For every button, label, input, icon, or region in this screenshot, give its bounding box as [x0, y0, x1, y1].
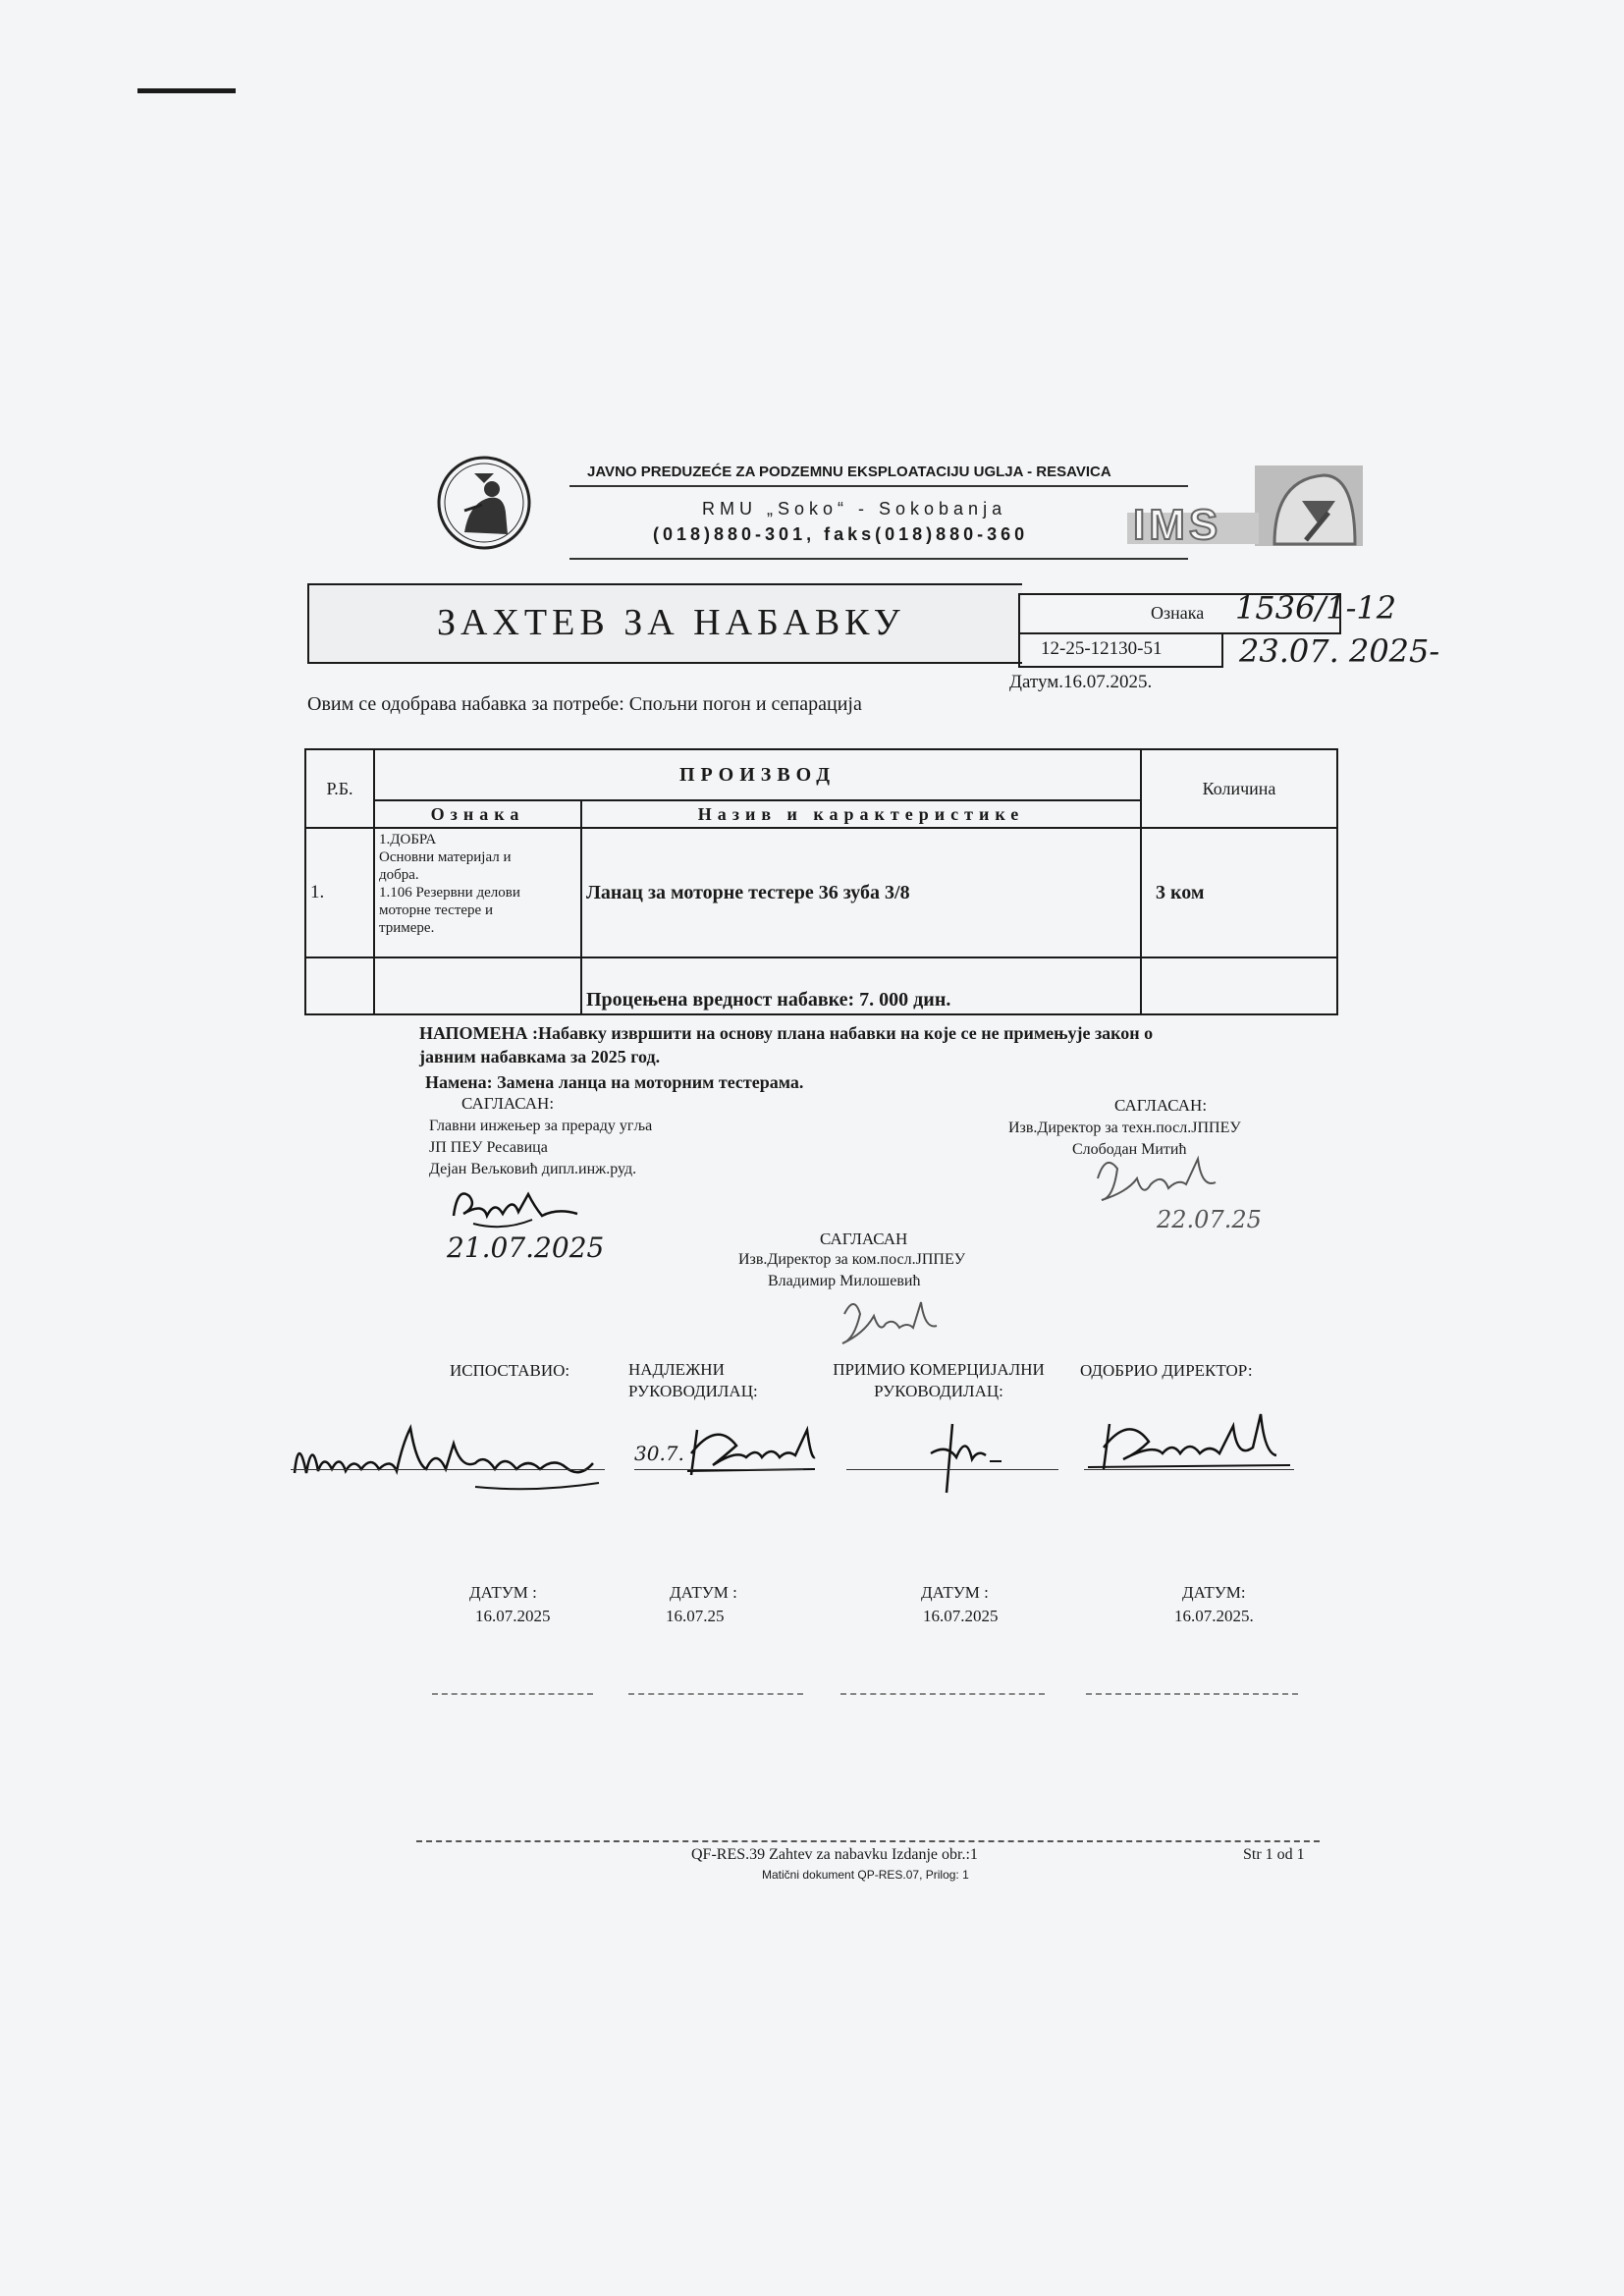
- approval-center-line: Изв.Директор за ком.посл.ЈППЕУ: [738, 1251, 966, 1268]
- form-title: ЗАХТЕВ ЗА НАБАВКУ: [437, 602, 905, 643]
- company-name: JAVNO PREDUZEĆE ZA PODZEMNU EKSPLOATACIJU UGLJA - RESAVICA: [587, 464, 1111, 480]
- sig-line-isp: [291, 1469, 605, 1470]
- estimate-empty-2: [374, 957, 581, 1014]
- col-qty-header: Количина: [1141, 749, 1337, 828]
- approval-center-label: САГЛАСАН: [820, 1230, 908, 1248]
- napomena: НАПОМЕНА :Набавку извршити на основу плана набавки на које се не примењује закон о: [419, 1023, 1154, 1043]
- estimate-value: Процењена вредност набавке: 7. 000 дин.: [581, 957, 1141, 1014]
- approval-right-date: 22.07.25: [1157, 1206, 1262, 1233]
- footer-rule: [416, 1840, 1320, 1842]
- approval-left-label: САГЛАСАН:: [461, 1094, 555, 1113]
- date-line-odobrio: [1086, 1693, 1298, 1695]
- datum-odobrio-value: 16.07.2025.: [1174, 1607, 1254, 1625]
- oznaka-handwritten: 1536/1-12: [1235, 589, 1397, 627]
- date-line-isp: [432, 1693, 593, 1695]
- oznaka-line: моторне тестере и: [379, 902, 493, 918]
- ims-logo: [1127, 465, 1365, 549]
- product-table: [304, 748, 1338, 1015]
- signature-nadlezni-note: 30.7.: [634, 1442, 684, 1465]
- company-logo-left: [435, 454, 533, 552]
- form-code: 12-25-12130-51: [1041, 638, 1163, 659]
- oznaka-line: 1.ДОБРА: [379, 832, 437, 847]
- sig-line-primio: [846, 1469, 1058, 1470]
- col-rb-header: Р.Б.: [305, 749, 374, 828]
- date-handwritten: 23.07. 2025-: [1239, 632, 1440, 670]
- row-oznaka: [374, 828, 581, 957]
- oznaka-line: тримере.: [379, 920, 435, 936]
- col-oznaka-header: Ознака: [374, 800, 581, 828]
- datum-odobrio-label: ДАТУМ:: [1182, 1583, 1246, 1602]
- oznaka-line: добра.: [379, 867, 419, 883]
- signature-left: [444, 1176, 591, 1237]
- datum-nadlezni-value: 16.07.25: [666, 1607, 725, 1625]
- footer-page: Str 1 od 1: [1243, 1846, 1305, 1863]
- approval-left-line: ЈП ПЕУ Ресавица: [429, 1139, 548, 1156]
- estimate-empty-3: [1141, 957, 1337, 1014]
- date-line-nadlezni: [628, 1693, 803, 1695]
- sig-line-nadlezni: [634, 1469, 803, 1470]
- signature-center: [835, 1294, 952, 1353]
- approval-left-line: Главни инжењер за прераду угља: [429, 1118, 653, 1134]
- datum-isp-value: 16.07.2025: [475, 1607, 551, 1625]
- approval-left-date: 21.07.2025: [447, 1231, 605, 1264]
- row-product-name: Ланац за моторне тестере 36 зуба 3/8: [581, 828, 1141, 957]
- signature-odobrio: [1080, 1404, 1296, 1483]
- approval-center-line: Владимир Милошевић: [768, 1273, 921, 1289]
- signature-isp: [289, 1414, 609, 1503]
- oznaka-label: Ознака: [1151, 603, 1205, 623]
- role-nadlezni: НАДЛЕЖНИ РУКОВОДИЛАЦ:: [628, 1360, 758, 1400]
- approval-right-label: САГЛАСАН:: [1114, 1096, 1208, 1115]
- ims-brand: IMS: [1133, 501, 1222, 549]
- role-isp: ИСПОСТАВИО:: [450, 1361, 570, 1380]
- col-product-header: ПРОИЗВОД: [374, 749, 1141, 800]
- footer-doc: QF-RES.39 Zahtev za nabavku Izdanje obr.:1: [691, 1846, 978, 1863]
- datum-primio-value: 16.07.2025: [923, 1607, 999, 1625]
- form-datum: Датум.16.07.2025.: [1009, 672, 1153, 692]
- datum-nadlezni-label: ДАТУМ :: [670, 1583, 737, 1602]
- date-line-primio: [840, 1693, 1045, 1695]
- row-qty: 3 ком: [1141, 828, 1337, 957]
- approval-line: Овим се одобрава набавка за потребе: Спољни погон и сепарација: [307, 693, 862, 715]
- sig-line-odobrio: [1084, 1469, 1294, 1470]
- signature-primio: [917, 1414, 1005, 1503]
- mine-name: RMU „Soko“ - Sokobanja: [702, 499, 1007, 519]
- namena: Намена: Замена ланца на моторним тестерама.: [425, 1072, 804, 1092]
- oznaka-line: 1.106 Резервни делови: [379, 885, 520, 901]
- role-primio: ПРИМИО КОМЕРЦИЈАЛНИ РУКОВОДИЛАЦ:: [833, 1360, 1045, 1400]
- napomena-cont: јавним набавкама за 2025 год.: [419, 1047, 661, 1066]
- signature-nadlezni: [677, 1410, 825, 1489]
- datum-primio-label: ДАТУМ :: [921, 1583, 989, 1602]
- phone-fax: (018)880-301, faks(018)880-360: [653, 524, 1029, 544]
- scan-mark: [137, 88, 236, 93]
- role-odobrio: ОДОБРИО ДИРЕКТОР:: [1080, 1361, 1253, 1380]
- approval-left-line: Дејан Вељковић дипл.инж.руд.: [429, 1161, 637, 1177]
- approval-right-line: Изв.Директор за техн.посл.ЈППЕУ: [1008, 1120, 1241, 1136]
- header-rule-1: [569, 485, 1188, 487]
- col-name-header: Назив и карактеристике: [581, 800, 1141, 828]
- footer-matic: Matični dokument QP-RES.07, Prilog: 1: [762, 1868, 969, 1882]
- header-rule-2: [569, 558, 1188, 560]
- oznaka-line: Основни материјал и: [379, 849, 512, 865]
- datum-isp-label: ДАТУМ :: [469, 1583, 537, 1602]
- row-rb: 1.: [305, 828, 374, 957]
- approval-right-line: Слободан Митић: [1072, 1141, 1187, 1158]
- estimate-empty-1: [305, 957, 374, 1014]
